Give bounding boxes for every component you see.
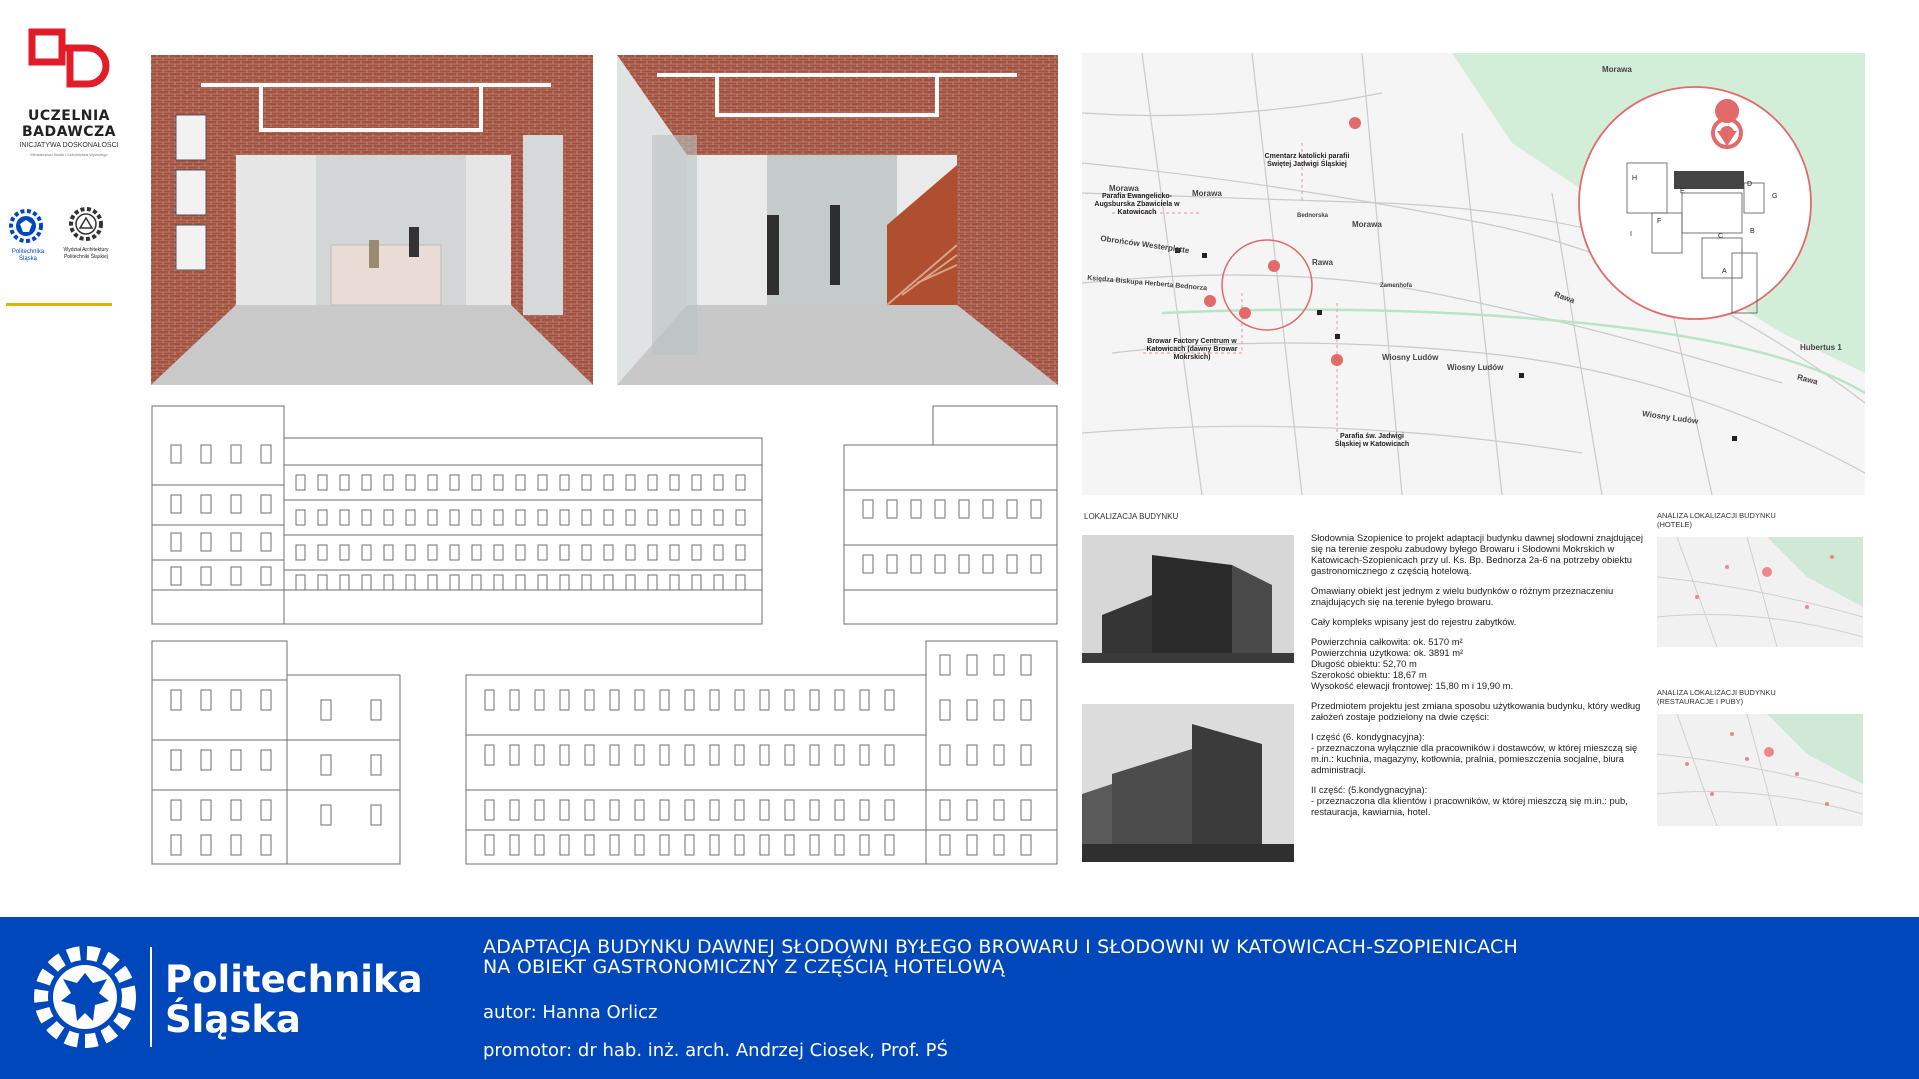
window [171,445,181,463]
institution-name: Politechnika Śląska [165,958,423,1041]
building-letter: H [1632,175,1638,182]
promotor: promotor: dr hab. inż. arch. Andrzej Ciosek, Prof. PŚ [483,1040,948,1061]
window [231,690,241,710]
window [201,835,211,855]
window [692,475,701,490]
window [535,835,544,855]
window [582,575,591,590]
project-description [1311,532,1651,826]
window [201,567,211,585]
window [935,555,945,573]
window [835,835,844,855]
window [1031,500,1041,518]
window [604,545,613,560]
analysis-hotele-title: ANALIZA LOKALIZACJI BUDYNKU (HOTELE) [1657,511,1776,529]
desc-register: Cały kompleks wpisany jest do rejestru zabytków. [1311,616,1517,627]
location-map [1082,53,1865,495]
window [604,510,613,525]
window [516,545,525,560]
window [510,690,519,710]
window [406,545,415,560]
window [171,835,181,855]
historic-photo-1 [1082,535,1294,663]
window [472,545,481,560]
window [967,835,977,855]
window [692,545,701,560]
window [648,545,657,560]
window [472,510,481,525]
building-letter: I [1630,231,1632,238]
window [660,800,669,820]
window [940,745,950,765]
building-letter: B [1750,228,1755,235]
analysis-map-hotele [1657,537,1863,647]
window [406,475,415,490]
desc-context: Omawiany obiekt jest jednym z wielu budynków o różnym przeznaczeniu znajdujących się na terenie byłego browaru. [1311,585,1614,607]
window [835,745,844,765]
window [318,545,327,560]
window [428,545,437,560]
window [835,800,844,820]
window [887,500,897,518]
window [863,555,873,573]
window [760,835,769,855]
window [231,445,241,463]
window [885,800,894,820]
window [516,475,525,490]
window [692,510,701,525]
window [318,575,327,590]
window [735,835,744,855]
window [371,805,381,825]
window [231,800,241,820]
window [296,475,305,490]
window [560,835,569,855]
window [582,475,591,490]
author: autor: Hanna Orlicz [483,1002,658,1023]
window [610,800,619,820]
street-label: Hubertus 1 [1800,343,1842,352]
window [685,690,694,710]
window [171,533,181,551]
window [710,690,719,710]
window [384,575,393,590]
window [296,545,305,560]
window [538,475,547,490]
window [959,500,969,518]
window [510,745,519,765]
window [626,475,635,490]
window [736,510,745,525]
window [735,800,744,820]
window [450,475,459,490]
window [450,545,459,560]
window [261,567,271,585]
window [171,567,181,585]
window [1007,500,1017,518]
window [1007,555,1017,573]
desc-part-2: II część: (5.kondygnacyjna): - przeznaczona dla klientów i pracowników, w której mieszczą się m.in.: pub, restauracja, kawiarnia, hotel. [1311,784,1628,817]
window [967,655,977,675]
window [692,575,701,590]
elevation-side [843,405,1058,625]
window [428,510,437,525]
analysis-restauracje-title: ANALIZA LOKALIZACJI BUDYNKU (RESTAURACJE I PUBY) [1657,688,1776,706]
window [485,835,494,855]
window [967,700,977,720]
window [560,745,569,765]
window [810,745,819,765]
window [585,800,594,820]
street-label: Bednorska [1297,213,1329,219]
window [171,750,181,770]
uczelnia-badawcza-logo [28,28,112,108]
window [201,445,211,463]
window [860,800,869,820]
window [935,500,945,518]
window [560,690,569,710]
window [362,475,371,490]
window [231,567,241,585]
desc-intro: Słodownia Szopienice to projekt adaptacji budynku dawnej słodowni znajdującej się na terenie zespołu zabudowy byłego Browaru i Słodowni Mokrskich w Katowicach-Szopienicach przy ul. Ks. Bp. Bednorza 2a-6 na potrzeby obiektu gastronomicznego z częścią hotelową. [1311,532,1643,576]
window [296,575,305,590]
window [940,655,950,675]
window [450,510,459,525]
window [321,805,331,825]
window [516,510,525,525]
window [171,495,181,513]
window [1021,835,1031,855]
window [535,800,544,820]
window [940,835,950,855]
street-label: Morawa [1109,184,1139,193]
window [582,510,591,525]
window [485,745,494,765]
window [710,745,719,765]
elevation-rear-left [151,640,401,865]
label-parafia-jadwigi: Parafia św. Jadwigi Śląskiej w Katowicach [1334,433,1410,448]
window [670,575,679,590]
window [1021,655,1031,675]
building-letter: G [1772,193,1778,200]
lokalizacja-label: LOKALIZACJA BUDYNKU [1084,512,1179,521]
window [735,690,744,710]
street-label: Księdza Biskupa Herberta Bednorza [1086,274,1208,293]
street-label: Rawa [1312,258,1333,267]
window [983,500,993,518]
window [371,755,381,775]
building-letter: F [1657,218,1662,225]
window [1021,700,1031,720]
elevation-front [151,405,763,625]
window [535,690,544,710]
map-streets [1082,53,1865,495]
window [685,835,694,855]
window [261,835,271,855]
label-browar: Browar Factory Centrum w Katowicach (dawny Browar Mokrskich) [1146,338,1238,361]
window [635,800,644,820]
window [885,835,894,855]
window [810,800,819,820]
window [585,690,594,710]
window [494,575,503,590]
window [785,690,794,710]
window-grid [171,445,745,590]
window [994,835,1004,855]
window [685,800,694,820]
window [736,475,745,490]
accent-line [6,303,112,306]
window [1021,800,1031,820]
window [362,545,371,560]
window [510,835,519,855]
window [983,555,993,573]
project-title: ADAPTACJA BUDYNKU DAWNEJ SŁODOWNI BYŁEGO BROWARU I SŁODOWNI W KATOWICACH-SZOPIENICACH NA OBIEKT GASTRONOMICZNY Z CZĘŚCIĄ HOTELOWĄ [483,936,1519,978]
window [885,690,894,710]
street-label: Wiosny Ludów [1447,363,1504,372]
faculty-emblem-icon [68,206,104,242]
label-cmentarz: Cmentarz katolicki parafii Świętej Jadwigi Śląskiej [1264,153,1350,168]
window [940,800,950,820]
window [201,495,211,513]
window [714,475,723,490]
window [785,835,794,855]
window [560,545,569,560]
window [296,510,305,525]
window [860,690,869,710]
window [835,690,844,710]
window [362,510,371,525]
window [428,475,437,490]
window [610,690,619,710]
window [231,835,241,855]
window [201,533,211,551]
desc-subject: Przedmiotem projektu jest zmiana sposobu użytkowania budynku, który według założeń zostaje podzielony na dwie części: [1311,700,1641,722]
window [406,575,415,590]
street-label: Wiosny Ludów [1382,353,1439,362]
desc-part-1: I część (6. kondygnacyjna): - przeznaczona wyłącznie dla pracowników i dostawców, w której mieszczą się m.in.: kuchnia, magazyny, kotłownia, pralnia, pomieszczenia socjalne, biura administracji. [1311,731,1638,775]
window [171,800,181,820]
building-letter: A [1722,268,1727,275]
window [626,575,635,590]
window [604,475,613,490]
window [959,555,969,573]
window [560,800,569,820]
window [582,545,591,560]
window [450,575,459,590]
window [648,575,657,590]
street-label: Morawa [1602,65,1632,74]
window [736,575,745,590]
window [785,745,794,765]
ub-title: UCZELNIA BADAWCZA [21,108,117,140]
window [610,745,619,765]
window [585,745,594,765]
window [494,545,503,560]
label-parafia-ewangelicka: Parafia Ewangelicko-Augsburska Zbawiciela w Katowicach [1094,193,1180,216]
window [472,575,481,590]
window [685,745,694,765]
window [340,475,349,490]
window [560,510,569,525]
window [340,575,349,590]
window [201,690,211,710]
window [560,475,569,490]
window [626,545,635,560]
window [538,545,547,560]
window [384,510,393,525]
street-label: Wiosny Ludów [1641,409,1699,426]
window [967,745,977,765]
window [428,575,437,590]
building-letter: E [1680,188,1685,195]
window [472,475,481,490]
window [626,510,635,525]
window [321,700,331,720]
window [261,750,271,770]
window [604,575,613,590]
building-letter: D [1747,181,1753,188]
window [362,575,371,590]
window [538,575,547,590]
window [585,835,594,855]
window [261,495,271,513]
window [201,750,211,770]
historic-photo-2 [1082,704,1294,862]
window [714,510,723,525]
window [885,745,894,765]
window [231,533,241,551]
street-label: Morawa [1352,220,1382,229]
window [384,475,393,490]
window [967,800,977,820]
window [863,500,873,518]
window [371,700,381,720]
street-label: Rawa [1796,372,1819,387]
window [994,745,1004,765]
window [760,690,769,710]
window [736,545,745,560]
ub-subtitle: INICJATYWA DOSKONAŁOŚCI [19,142,119,149]
window [516,575,525,590]
window [560,575,569,590]
window [321,755,331,775]
window [670,545,679,560]
window [318,475,327,490]
window [635,745,644,765]
window [485,800,494,820]
window [760,745,769,765]
window [660,690,669,710]
window [994,655,1004,675]
street-label: Zamenhofa [1380,283,1413,289]
reception-render [151,55,593,385]
window [231,750,241,770]
ub-small-text: Ministerstwo Nauki i Szkolnictwa Wyższego [30,152,108,157]
window [261,445,271,463]
window [670,510,679,525]
footer-divider [150,947,152,1047]
window [538,510,547,525]
window [940,700,950,720]
lobby-render [617,55,1058,385]
window [648,475,657,490]
window [660,835,669,855]
window [760,800,769,820]
window [785,800,794,820]
window [535,745,544,765]
window [494,510,503,525]
desc-stats: Powierzchnia całkowita: ok. 5170 m² Powierzchnia użytkowa: ok. 3891 m² Długość obiektu: 52,70 m Szerokość obiektu: 18,67 m Wysokość elewacji frontowej: 15,80 m i 19,90 m. [1311,636,1514,691]
window [485,690,494,710]
window [911,555,921,573]
window [810,690,819,710]
window [406,510,415,525]
window [340,510,349,525]
window [261,533,271,551]
window [318,510,327,525]
wa-small-logo: Wydział Architektury Politechniki Śląskiej [58,206,114,261]
window [710,800,719,820]
window [1021,745,1031,765]
street-label: Obrońców Westerplatte [1099,233,1190,256]
street-label: Rawa [1553,289,1576,306]
street-label: Morawa [1192,189,1222,198]
window [231,495,241,513]
window [887,555,897,573]
window [648,510,657,525]
window [171,690,181,710]
window [714,545,723,560]
elevation-rear [465,640,1058,865]
window [860,835,869,855]
window [994,800,1004,820]
window [710,835,719,855]
window [911,500,921,518]
window [735,745,744,765]
window [510,800,519,820]
analysis-map-restauracje [1657,714,1863,826]
building-letter: C [1718,233,1724,240]
window [714,575,723,590]
window [261,800,271,820]
window [994,700,1004,720]
window [860,745,869,765]
window [261,690,271,710]
window [384,545,393,560]
window [1031,555,1041,573]
window [670,475,679,490]
window [635,690,644,710]
window [610,835,619,855]
ps-small-logo: Politechnika Śląska [8,208,48,263]
politechnika-emblem-icon [33,945,137,1049]
window [635,835,644,855]
window [494,475,503,490]
window [810,835,819,855]
window [340,545,349,560]
gear-eagle-icon [8,208,44,244]
window [201,800,211,820]
window [660,745,669,765]
